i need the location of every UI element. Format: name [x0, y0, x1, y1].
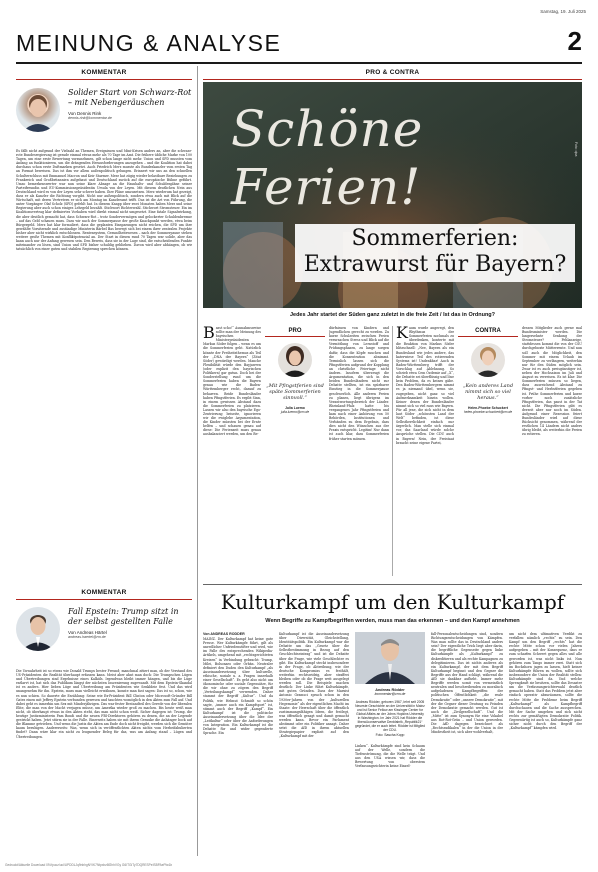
photo-credit: Foto: dpa [574, 142, 578, 157]
kommentar2-body: Die Unwahrheit ist so etwas wie Donald Trumps bester Freund; manchmal zitiert man, ob der Verstand des US-Präsidenten die Realität überhaupt erfassen kann. Meist aber ahnt man doch: Die Trumpschen Lügen und Übertreibungen sind Ergebnisse eines Kalküls. Irgendwas bleibt immer hängen, und bis die Lüge entlarvt ist, hat sich das Publikum längst der nächsten Inszenierung zugewandt. Mit dem Epstein-Skandal ist es anders. Hier lieben Lüge und Übertreibung am Präsidenten wie Senkbleie fest. Und das wird unangenehm für ihn. Epstein, muss man vielleicht erwähnen, konnte man fast sagen: Das ist so, schon, wie es nun schien. So dauerte die Erzählung: Seine wie Ex-Präsident Bill Clinton oder Microsoft-Gründer Bill Gates einen mit Jeffrey Epstein verbunden gewesen und tauchten womöglich in den Akten zum Fall auf. Und dabei geht es inmerhin um Sex mit Minderjährigen. Das war fester Bestandteil des Gerede von der liberalen Elite, die man von der Macht verjagen müsse, um Amerika wieder groß zu machen. Bis heute weiß man nicht, ob überhaupt etwas in den Akten steht, das man nicht schon weiß. Sicher dagegen ist: Trump, die heutige Justizministerin Pam Bondi und die neuen FBI-Direktoren gehören zu denen, die an der Legende gestrickt haben. Jetzt stürm sie in der Falle. Einerseits haben sie mit ihrem Gerauke die Anhänger bock auf die Blamme getrieben. Und wenn die Justiz die Akten am Ende doch nicht freigibt, werden sich die Gemüter kaum beruhigen. Andererseits: Was, wenn sich in veröffentlichten Akten nichts vom Herbeifabulierten findet? Dann wäre klar ein nicht zu leugnender Beleg für das, was am Anfang stand – Lügen und Übertreibungen. [16, 669, 192, 739]
kulturkampf-body [203, 632, 582, 856]
kommentar2-author: Von Andreas Härtel [68, 630, 107, 635]
contra-label: CONTRA [475, 328, 501, 334]
column-divider [197, 66, 198, 856]
contra-text-col2: dessen Mitglieder auch gerne mal Bundesminister werden. Die langersehnte Senkung der Stromsteuer? Fehlanzeige, stattdessen kommt die von der CSU durchgeboxte Mütterrente. Und nun soll auch die Möglichkeit, den Sommer mit einem Urlaub im September zu verlängern, weiterhin nur für den Süden möglich sein. Zwar ist es auch preisgünstiger ist, neben der Hochsaison im Juli und August zu verreisen. Es ist klar: Die Sommerferien müssen so liegen, dass ausreichend Abstand zu Pfingst- und Herbstferien gegeben ist. Frühe Sommerferien und kurze vorher noch zusätzliche Pfingstferien, das passt in der Tat nicht. Die Pfingstferien gibt es derzeit aber nur noch im Süden. Aufgrund einer Rezession feiert Bundesländer wird auf diese Rücksicht genommen, während der restlichen 14 Ländern nicht anders übrig bleibt, als weiterhin die Ferien zu rotieren. [522, 326, 582, 437]
contra-rule [458, 336, 518, 337]
chalkboard-photo [203, 82, 582, 308]
pro-text-col2: dürfnissen von Kindern und Jugendlichen gerecht zu werden. Zu kurze Schulzeiten zwischen Ferien verursachen Stress und Blick auf die Vermittlung von Lernstoff und Prüfungsphasen, zu lange sorgen dafür, dass die Köpfe rauchen und die Konzentration abnimmt. Terminlich lassen sich die Pfingstferien aufgrund der Kopplung an christliche Feiertage nicht ändern. Insofern überzeugt die Argumentation, die sich in den beiden Bundesländern nicht zur Debatte stellten, ist ein spürbarer Einstieg in die Sommerpause geschwerlich. Alle anderen Ferien zu planen, liegt übrigens im Verantwortungsbereich der Länder. Rheinland-Pfalz hatte bis vergangenes Jahr Pfingstferien und kam nach einer Anhörung von 50 Behörden, Institutionen und Verbänden zu dem Ergebnis, dass dies nicht den Wünschen aus der Praxis entspricht. Legitim! Nur dann ist auch klar, dass Sommerferien früher starten müssen. [329, 326, 389, 441]
roedder-bio: Andreas Rödder, geboren 1967, lehrt seit 2005 Neueste Geschichte an der Universität in Mainz und ist Senior Fellow am Kissinger Center for Global Affairs an der Johns Hopkins University in Washington. Im Jahr 2021 hat Rödder die liberal-konservative Denkfabrik „Republik21“ gegründet, die er auch leitet. Rödder ist Mitglied der CDU. [355, 699, 426, 733]
procontra-headline-line1: Sommerferien: [351, 226, 519, 251]
pro-section [203, 326, 389, 580]
author-photo-haertel [16, 607, 60, 651]
pro-author-email: julia.luemo@rm.de [280, 409, 310, 414]
kommentar2-title: Fall Epstein: Trump sitzt in der selbst gestellten Falle [68, 607, 179, 626]
contra-text-col1 [396, 326, 454, 578]
procontra-divider [392, 326, 393, 576]
kulturkampf-col1 [203, 632, 273, 854]
roedder-email: kommentar@vrm.de [374, 692, 406, 697]
issue-date: Samstag, 19. Juli 2025 [540, 9, 586, 14]
roedder-photo [355, 632, 425, 684]
pro-center-box [265, 326, 325, 514]
kulturkampf-col5: um nicht dem ultimativen Verdikt zu verfallen: nämlich „rechts“ zu sein. Den Kampf um den Begriff „rechts“ hat die rechte Mitte schon vor vielen Jahren aufgegeben – mit der Konsequenz, dass er zum scharfen Schwert gegen alles und alle geworden ist, was nicht links ist. Nun gehören zum Tango immer zwei. Statt sich im Bockshorn jagen zu lassen, hielt keiner Kulturkämpfe führen zu wollen, sollte sich insbesondere die Union der Realität stellen: Kulturkämpfe sind da. Und welche Sprengkraft sie besitzen, sollte das Desaster um die Verfassungsrichterwahl deutlich gemacht haben. Statt das Problem jetzt aber einfach operativ abzuräumen, sollte die rechte Mitte die Probleme beim Begriff „Kulturkampf“ als Kampfbegriff durchschauen und die Sache aussprechen. Mit der Sache umgehen und sich nicht rechts zur gemäßigten Demokratie Politik. Gegenwärtig ist auch so, Kulturkämpfe ganz sicher nicht durch den Begriff der „Kulturkampf“ kämpfen wird. [509, 632, 582, 731]
kulturkampf-author-box [355, 632, 425, 854]
kulturkampf-col1-body: MAINZ. Der Kulturkampf hat keine gute Presse. Wer Kulturkämpfe führt, gilt als unredlicher Unfriedenstifter und wird, wie im Falle des entsprechenden Wikipedia-Artikels, umgehend mit „rechtsgerichteten Kreisen“ in Verbindung gebracht: Trump, Milei, Bolsonaro oder Orbán. Neutraler definiert den Duden den Kulturkampf „als Auseinandersetzung über kulturelle, ethische, soziale u. a. Fragen innerhalb einer Gesellschaft“. Es geht also nicht um ökonomische oder soziale Gegensätze, für die wir ohne zu zögern den Begriff „Verteilungskampf“ verwenden. Daher stammt der Begriff „Kultur“. Und da Politik, wie Helmut Schmidt so schön sagte, „immer auch ein Kampfsport“ ist, stimmt auch der Begriff „Kampf“. Ein Kulturkampf ist die politische Auseinandersetzung über die Idee der „Leitkultur“ oder über die Anforderungen von Integration. Ein Kulturkampf ist die Debatte für und wider gegenderte Sprache. Ein [203, 637, 273, 736]
kulturkampf-rule [203, 584, 582, 585]
contra-text-col1-body: aum wurde angeregt, den Rhythmus der Sommerferien nochmals zu überdenken, konterte mit die Reaktion von Markus Söder blitzschnell: „Nee, Bayern als ein Bundesland wie jedes andere, das katerwiese Teil des rotierenden Systems ist! Undenkbar! Auch in Baden-Württemberg trifft der Vorschlag auf Ablehnung. So schrieb etwa Cem Özdemir auf „X“, die Debatte sei überflüssig und löse kein Problem, da es keines gäbe. Den Baden-Württembergern nimmt es ja niemand übel, wenn sie, zugegeben, nicht ganz so viel Aufmerksamkeit hinein wollen. Keiner denen der Bundesländer nimmt sich so viel raus wie Bayern. Für all jene, die sich nicht in dem laut Söder „schönsten Land der Welt“ befinden, ist diese Selbstherrlichkeit einfach nur ärgerlich. Man stelle sich einmal vor, das Saarland würde solche Ansprüche stellen. Die CDU auch in Bayern! Nein, der Freistaat braucht seine eigene Partei, [396, 326, 454, 445]
procontra-headline-line2: Extrawurst für Bayern? [303, 252, 567, 277]
contra-author-name: Helen-Phoebe Schuckert [468, 405, 508, 410]
kulturkampf-col3: Linken“. Kulturkämpfe sind kein Schaum auf der Welle, sondern die Tiefenströmung, die die Welle trägt. Und aus den USA wissen wir, dass die Bewertung von oberstem Verfassungsrichterin keine Einzel- [355, 743, 425, 769]
kommentar-label: KOMMENTAR [81, 69, 127, 76]
pro-author-photo [278, 343, 312, 377]
pro-quote: „Mit Pfingstferien sind späte Sommerferien sinnvoll.“ [266, 383, 324, 402]
contra-center-box [458, 326, 518, 514]
contra-quote: „Kein anderes Land nimmt sich so viel heraus.“ [462, 383, 514, 402]
page-number: 2 [567, 26, 582, 56]
header-rule [16, 62, 582, 64]
contra-dropcap: K [396, 326, 408, 342]
roedder-name: Andreas Rödder [375, 688, 405, 692]
chalkboard-text: Schöne Ferien! [231, 100, 424, 216]
pro-rule [265, 336, 325, 337]
pro-label: PRO [288, 328, 302, 334]
roedder-photo-credit: Foto: Sascha Kopp [375, 733, 405, 738]
contra-section [396, 326, 582, 580]
kommentar2-rule [16, 599, 192, 600]
kommentar-email: dennis.rink@kommentar.de [68, 116, 112, 120]
kommentar-rule [16, 79, 192, 80]
kommentar-column [16, 66, 192, 856]
kulturkampf-col2: Kulturkampf ist die Auseinandersetzung über Diversität, Gleichstellung, Identitätspolitik. Ein Kulturkampf war die Debatte um das „Gesetz über die Selbstbestimmung in Bezug auf den Geschlechtseintrag“ und ist die Debatte über die Frage, wie viele Geschlechter es gibt. Ein Kulturkampf steckt insbesondere in der Frage, ob Abtreibung, wie der deutsche Kompromiss es festhält, weiterhin rechtswidrig, aber straffrei bleiben oder ob die Frage weit ausgelegt werden soll. Die Beispiele machen deutlich: Der Linke führt Kulturkämpfe, mit guten Gründen. Dass der Marxist Antonio Gramsci sprach schon in den 1930er-Jahren von der „kulturellen Hegemonie“ als der eigentlichen Macht im Staate: der Herrschaft über die öffentlich zustimmungsfähigen Ideen, die festlegt, was öffentlich gesagt und damit gemacht werden kann. Bevor ein Parlament abstimmt oder ein Politiker ansagt. Daher setzt die AfD in ihrem aktuellen Strategiepapier explizit auf den „Kulturkampf mit der [279, 632, 349, 739]
kommentar-title: Solider Start von Schwarz-Rot – mit Nebengeräuschen [68, 88, 192, 107]
procontra-rule [203, 79, 582, 80]
kulturkampf-subhead: Wenn Begriffe zu Kampfbegriffen werden, muss man das erkennen – und den Kampf annehmen [265, 618, 520, 624]
pro-text-col1 [203, 326, 261, 578]
section-title: MEINUNG & ANALYSE [16, 30, 282, 56]
kommentar-author: Von Dennis Rink [68, 111, 102, 116]
kulturkampf-author-line: Von ANDREAS RÖDDER [203, 632, 245, 636]
pro-dropcap: B [203, 326, 215, 342]
pro-author-name: Julia Luemo [285, 405, 305, 410]
pro-text-col1-body: asst scho!“ Ausnahmsweise sollte man der Meinung des bayrischen Ministerpräsidenten Markus Söder folgen – wenn es um die Sommerferien geht. Natürlich könnte der Freiheitsthemus als Teil der „DNA der Bayern“ (Zitat Söder) gewürdigt werden. Manche Flexibilität würde den Bayjawren (oder explizit den bayrischen Politikern) gar gutun. Doch bei der Sonderstellung rund um die Sommerferien haben die Bayern genau wie die Baden-Württemberger recht, darauf zu beharren. Beide Bundesländer haben Pfingstferien. Es ergibt Sinn, in einem gewissen Abstand dazu die Sommerferien zu platzieren. Lassen wir also den bayrische Ego-Zentrierung beiseite, ignorieren wir die ewiglebe Argumentation, die Kinder müssten bei der Ernte helfen – und schauen genau auf diese: Die Ferienzeit muss genau ausbalanciert werden, um den Be- [203, 326, 261, 437]
contra-author-email: helen-phoebe.schuckert@rm.de [463, 409, 513, 414]
procontra-label: PRO & CONTRA [365, 69, 420, 76]
author-photo-rink [16, 88, 60, 132]
kommentar2-label: KOMMENTAR [81, 589, 127, 596]
kulturkampf-headline: Kulturkampf um den Kulturkampf [220, 590, 565, 614]
kommentar-body: Es fällt nicht aufgrund der Vielzahl an Themen, Ereignissen und Mini-Krisen anders an, aber die schwarz-rote Bundesregierung ist gerade einmal etwas mehr als 70 Tage im Amt. Die frühere übliche Marke von 100 Tagen, um eine erste Bewertung vorzunehmen, gilt schon lange nicht mehr. Union und SPD mussten vom Anfang an funktionieren, um die drängenden Herausforderungen anzugehen – und die Koalition hat dabei durchaus schon erste Duftmarken gesetzt. Auch Friedrich Merz musste als Bundeskanzler vom ersten Tag an Format beweisen. Das ist ihm vor allem außenpolitisch gelungen. Erinnert wir uns an den schnellen Schulterschluss mit Emmanuel Macron und Keir Starmer. Merz hat zügig wieder belastbare Beziehungen zu Frankreich und Großbritannien aufgebaut und Deutschland zurück auf die europäische Bühne geführt. Umso bemerkenswerter war nun seine klare Absage an die Haushalts- und Schuldenpläne seiner Parteifreundin und EU-Kommissionspräsidentin Ursula von der Leyen. Mit diesem deutlichen Nein aus Deutschland wird es von der Leyen sehr schwer haben. Ihre Pläne umzusetzen. Merz wiederum hat gezeigt, dass er als Kanzler die Richtung vorgibt. Nicht nur außenpolitisch, sondern etwa auch mit Blick auf die Wirtschaft, mit deren Vertretern er sich am Montag im Kanzleramt trifft. Das ist die Art von Führung, die unter Vorgänger Olaf Scholz (SPD) gefehlt hat. In diesem Knapp über zwei Monaten haben Merz und seine Regierung aber auch schon einiges Lehrgeld bezahlt. Stichwort Richterwahl. Stichwort Stromsteuer. Ein im Koalitionsvertrag klar definiertes Vorhaben wird direkt einmal nicht umgesetzt. Eine fatale Signalwirkung, die aber deutlich gemacht hat, dass Schwarz-Rot – trotz Sondervermögen und gelockerter Schuldenbremse – auf das Geld schauen muss. Dass wir nach der Sommerpause der große Knackpunkt werden, etwa beim Bürgergeld. Merz hat klar formuliert, dass die geplanten Einsparungen nicht reichen, die SPD um ihre gewählte Vorsitzende und zuständige Ministerin Bärbel Bas bewegt sich bei einem ihrer zentralen Projekte bisher aber nicht wirklich entschlossen. Rentensystem, Gesundheitswesen – nach der Sommerpause stehen weitere große Themen mit Konfliktpotenzial an. Der Start in diesen rund 70 Tagen war solide, aber das kann auch nur der Anfang gewesen sein. Den Beweis, dass sie in der Lage sind, die entscheidenden Punkte miteinander zu lösen, sind Union und SPD bisher schuldig geblieben. Davon wird aber abhängen, ob wir tatsächlich von einer guten und stabilen Regierung sprechen können. [16, 149, 192, 252]
contra-author-photo [471, 343, 505, 377]
kommentar2-email: andreas.haertel@rm.de [68, 635, 106, 639]
procontra-subhead: Jedes Jahr startet der Süden ganz zuletzt in die freie Zeit / Ist das in Ordnung? [289, 312, 496, 318]
footer-text: Gedruckt/Aktuelle Download 09.ifpucz/ucl/UPDDLJq9nbhgNYIK7Ntpxbz8f2hhVGy G6ITGiTy7DQRESPeISBPAePlw1b [5, 863, 173, 867]
kulturkampf-col4: fall-Personalentscheidungen sind, sondern Richtungsentscheidungen von Kämpfen. Was man sollte das in Deutschland anders sein? Der eigentliche Trick liegt aber darin, die begriffliche Gegenseite gegen linke Kulturkämpfe als „Kulturkampf“ zu diskreditieren und als rechte Kampagnen zu delegitimieren. Das ist nichts anderes als ein Kulturkampf, der mit dem Begriff Kulturkampf beginnt und den Gegner die Begriffe aus der Hand schlägt, während die AfD sie dankbar aufhebt. Immer mehr Begriffe werden somit von vermeintlich neutralen und beschreibenden zu moralisch aufgeladenen Kampfbegriffen: der politischen Öffentlichkeit „die reale Demokratie“ oder „unsere Demokratie“, mit der die Gegner dieser Deutung zu Feinden der Demokratie gemacht werden. Gut ist auch die „Zivilgesellschaft“. Und die „Mitte“ ist zum Synonym für eine Vokabel aus Rot-Rot-Grün – und Union geworden. Die AfD dagegen bezeichnet als „Rechtsradikalen“ in der die Union in der Mindestheit ist, sich aber wohlverhalt, [431, 632, 503, 735]
